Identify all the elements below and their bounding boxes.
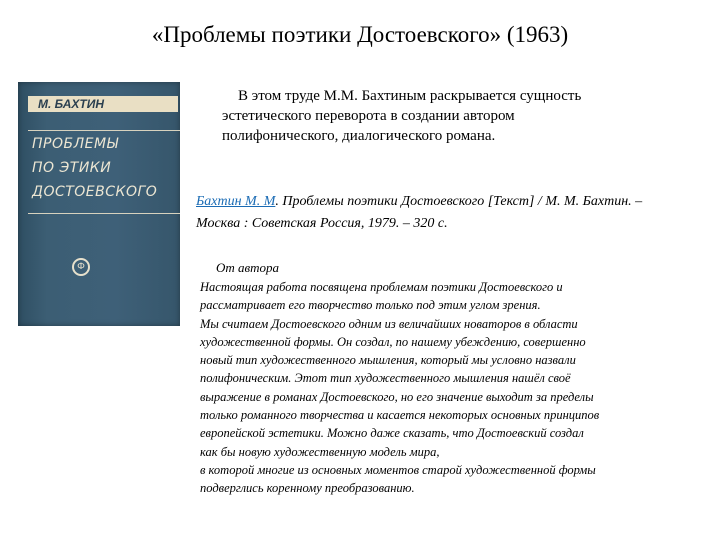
citation-text: . Проблемы поэтики Достоевского [Текст] / М. М. Бахтин. –	[275, 194, 643, 209]
preface-line: Настоящая работа посвящена проблемам поэтики Достоевского и	[200, 280, 563, 294]
book-cover-author: М. БАХТИН	[28, 96, 178, 112]
book-cover-image	[18, 82, 180, 326]
publisher-emblem-icon: Ф	[72, 258, 90, 276]
citation-text: Москва : Советская Россия, 1979. – 320 с.	[196, 216, 448, 231]
intro-line: В этом труде М.М. Бахтиным раскрывается сущность	[238, 88, 582, 104]
preface-line: только романного творчества и касается некоторых основных принципов	[200, 408, 600, 423]
preface-line: новый тип художественного мышления, который мы условно назвали	[200, 353, 576, 368]
book-cover-title: ПРОБЛЕМЫ ПО ЭТИКИ ДОСТОЕВСКОГО	[32, 136, 158, 200]
preface-line: полифоническим. Этот тип художественного мышления нашёл своё	[200, 371, 571, 386]
preface-text	[200, 278, 720, 498]
intro-paragraph	[222, 86, 682, 146]
preface-heading: От автора	[216, 260, 280, 275]
bibliographic-citation	[196, 191, 700, 235]
preface-line: европейской эстетики. Можно даже сказать, что Достоевский создал	[200, 426, 584, 441]
intro-line: полифонического, диалогического романа.	[222, 128, 496, 144]
author-link[interactable]: Бахтин М. М	[196, 194, 276, 209]
preface-line: Мы считаем Достоевского одним из величайших новаторов в области	[200, 316, 578, 331]
preface-line: выражение в романах Достоевского, но его значение выходит за пределы	[200, 389, 594, 404]
preface-line: рассматривает его творчество только под этим углом зрения.	[200, 298, 541, 313]
slide-title: «Проблемы поэтики Достоевского» (1963)	[151, 22, 569, 47]
preface-line: как бы новую художественную модель мира,	[200, 444, 440, 459]
preface-line: художественной формы. Он создал, по нашему убеждению, совершенно	[200, 334, 586, 349]
intro-line: эстетического переворота в создании автором	[222, 108, 515, 124]
preface-line: подверглись коренному преобразованию.	[200, 481, 415, 496]
preface-line: в которой многие из основных моментов старой художественной формы	[200, 462, 596, 477]
